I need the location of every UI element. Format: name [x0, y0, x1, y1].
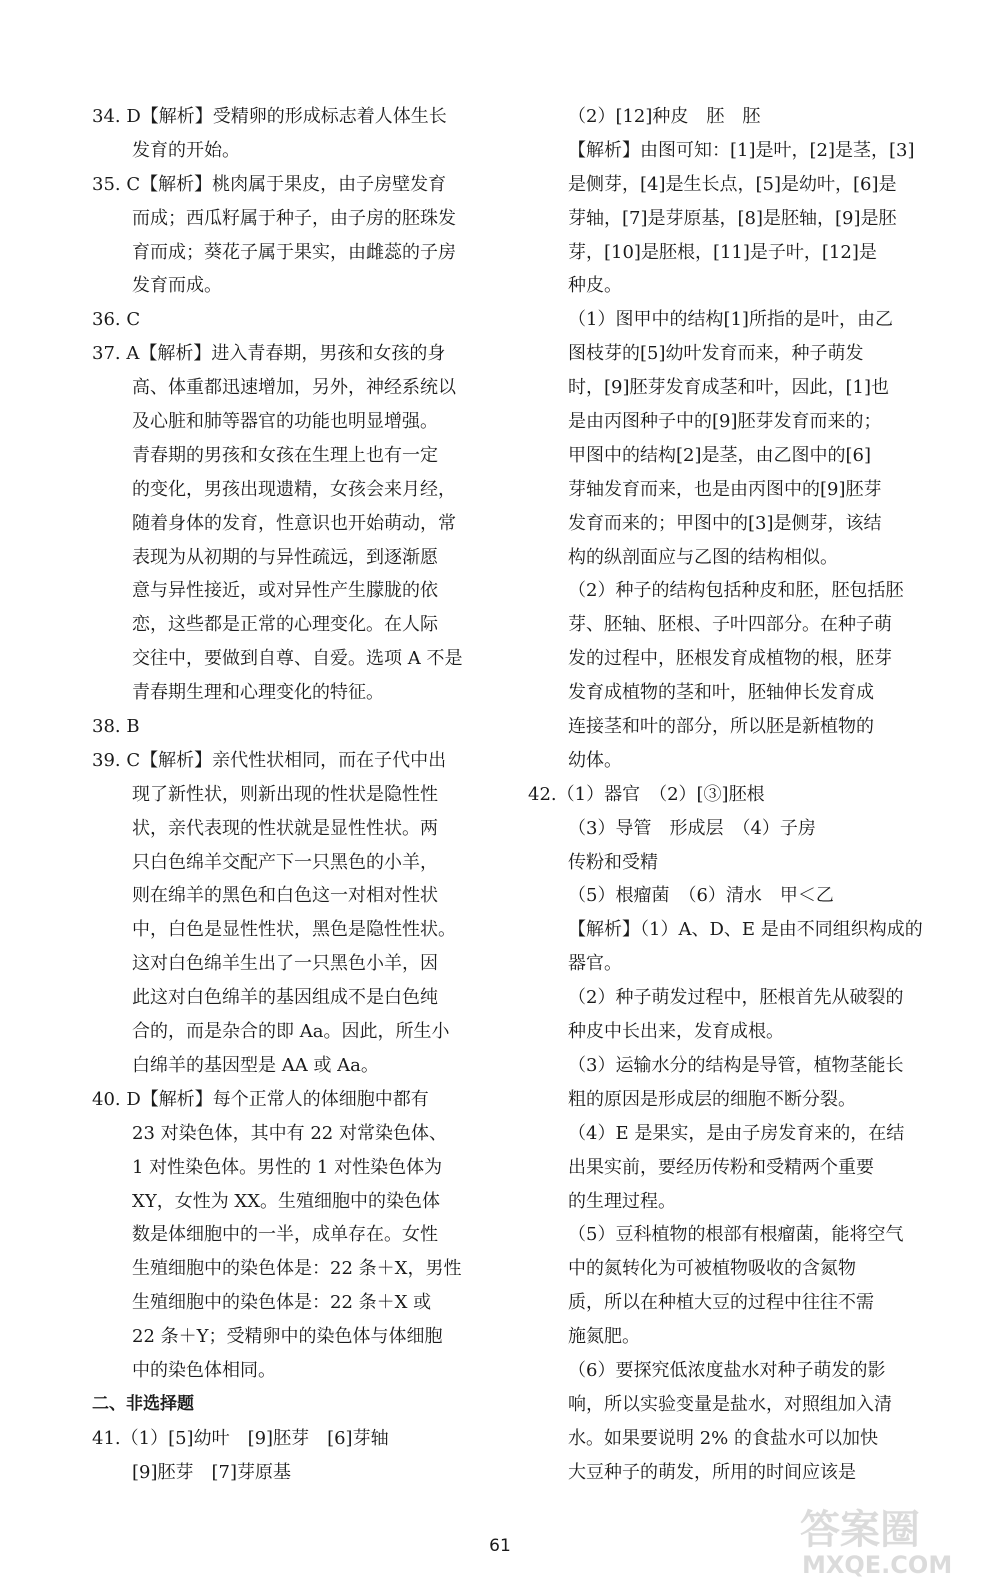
right-text-line: （2）种子萌发过程中，胚根首先从破裂的	[568, 987, 904, 1009]
right-text-line: 【解析】（1）A、D、E 是由不同组织构成的	[568, 919, 923, 941]
left-text-line: 中的染色体相同。	[132, 1359, 276, 1381]
left-text-line: 恋，这些都是正常的心理变化。在人际	[132, 614, 438, 636]
left-text-line: 青春期生理和心理变化的特征。	[132, 682, 384, 704]
left-text-line: 22 条＋Y；受精卵中的染色体与体细胞	[132, 1326, 443, 1348]
right-text-line: 芽，[10]是胚根，[11]是子叶，[12]是	[568, 241, 877, 263]
right-text-line: 出果实前，要经历传粉和受精两个重要	[568, 1156, 874, 1178]
right-text-line: 响，所以实验变量是盐水，对照组加入清	[568, 1393, 892, 1415]
right-text-line: 发的过程中，胚根发育成植物的根，胚芽	[568, 648, 892, 670]
right-text-line: （5）根瘤菌 （6）清水 甲＜乙	[568, 885, 834, 907]
right-text-line: 中的氮转化为可被植物吸收的含氮物	[568, 1258, 856, 1280]
left-text-line: 发育的开始。	[132, 139, 240, 161]
right-text-line: （6）要探究低浓度盐水对种子萌发的影	[568, 1359, 886, 1381]
right-text-line: 发育成植物的茎和叶，胚轴伸长发育成	[568, 682, 874, 704]
right-text-line: 芽、胚轴、胚根、子叶四部分。在种子萌	[568, 614, 892, 636]
left-text-line: 中，白色是显性性状，黑色是隐性性状。	[132, 919, 456, 941]
left-column	[92, 100, 492, 1490]
left-text-line: 40. D【解析】每个正常人的体细胞中都有	[92, 1088, 429, 1110]
right-text-line: 器官。	[568, 953, 622, 975]
right-text-line: 种皮中长出来，发育成根。	[568, 1021, 784, 1043]
left-text-line: 37. A【解析】进入青春期，男孩和女孩的身	[92, 343, 446, 365]
left-text-line: 青春期的男孩和女孩在生理上也有一定	[132, 444, 438, 466]
right-text-line: （3）运输水分的结构是导管，植物茎能长	[568, 1054, 904, 1076]
right-text-line: 质，所以在种植大豆的过程中往往不需	[568, 1292, 874, 1314]
left-text-line: 41.（1）[5]幼叶 [9]胚芽 [6]芽轴	[92, 1427, 389, 1449]
left-text-line: 只白色绵羊交配产下一只黑色的小羊，	[132, 851, 438, 873]
right-text-line: （2）种子的结构包括种皮和胚，胚包括胚	[568, 580, 904, 602]
right-text-line: 时，[9]胚芽发育成茎和叶，因此，[1]也	[568, 377, 889, 399]
left-text-line: 23 对染色体，其中有 22 对常染色体、	[132, 1122, 447, 1144]
left-text-line: 的变化，男孩出现遗精，女孩会来月经，	[132, 478, 456, 500]
right-text-line: 42.（1）器官 （2）[③]胚根	[528, 783, 765, 805]
left-text-line: 此这对白色绵羊的基因组成不是白色纯	[132, 987, 438, 1009]
right-text-line: 的生理过程。	[568, 1190, 676, 1212]
left-text-line: [9]胚芽 [7]芽原基	[132, 1461, 291, 1483]
right-text-line: 【解析】由图可知：[1]是叶，[2]是茎，[3]	[568, 139, 915, 161]
left-text-line: XY，女性为 XX。生殖细胞中的染色体	[132, 1190, 441, 1212]
right-text-line: 传粉和受精	[568, 851, 658, 873]
left-text-line: 生殖细胞中的染色体是：22 条＋X 或	[132, 1292, 432, 1314]
right-text-line: 芽轴，[7]是芽原基，[8]是胚轴，[9]是胚	[568, 207, 897, 229]
left-text-line: 38. B	[92, 716, 140, 738]
left-text-line: 高、体重都迅速增加，另外，神经系统以	[132, 377, 456, 399]
right-text-line: 甲图中的结构[2]是茎，由乙图中的[6]	[568, 444, 871, 466]
left-text-line: 随着身体的发育，性意识也开始萌动，常	[132, 512, 456, 534]
page-number: 61	[489, 1536, 511, 1556]
right-text-line: 构的纵剖面应与乙图的结构相似。	[568, 546, 838, 568]
left-text-line: 白绵羊的基因型是 AA 或 Aa。	[132, 1054, 379, 1076]
right-text-line: （1）图甲中的结构[1]所指的是叶，由乙	[568, 309, 893, 331]
left-text-line: 数是体细胞中的一半，成单存在。女性	[132, 1224, 438, 1246]
left-text-line: 生殖细胞中的染色体是：22 条＋X，男性	[132, 1258, 462, 1280]
right-column	[528, 100, 928, 1490]
right-text-line: 是由丙图种子中的[9]胚芽发育而来的；	[568, 411, 882, 433]
right-text-line: （5）豆科植物的根部有根瘤菌，能将空气	[568, 1224, 904, 1246]
left-text-line: 39. C【解析】亲代性状相同，而在子代中出	[92, 749, 447, 771]
right-text-line: 粗的原因是形成层的细胞不断分裂。	[568, 1088, 856, 1110]
left-text-line: 交往中，要做到自尊、自爱。选项 A 不是	[132, 648, 463, 670]
left-text-line: 及心脏和肺等器官的功能也明显增强。	[132, 411, 438, 433]
left-text-line: 而成；西瓜籽属于种子，由子房的胚珠发	[132, 207, 456, 229]
left-text-line: 35. C【解析】桃肉属于果皮，由子房壁发育	[92, 173, 447, 195]
left-text-line: 1 对性染色体。男性的 1 对性染色体为	[132, 1156, 443, 1178]
left-text-line: 状，亲代表现的性状就是显性性状。两	[132, 817, 438, 839]
watermark-text-top: 答案圈	[800, 1507, 920, 1553]
left-text-line: 则在绵羊的黑色和白色这一对相对性状	[132, 885, 438, 907]
left-text-line: 育而成；葵花子属于果实，由雌蕊的子房	[132, 241, 456, 263]
section-heading: 二、非选择题	[92, 1393, 194, 1414]
left-text-line: 合的，而是杂合的即 Aa。因此，所生小	[132, 1021, 450, 1043]
watermark-logo	[790, 1495, 975, 1580]
right-text-line: 施氮肥。	[568, 1326, 640, 1348]
right-text-line: 图枝芽的[5]幼叶发育而来，种子萌发	[568, 343, 864, 365]
right-text-line: 大豆种子的萌发，所用的时间应该是	[568, 1461, 856, 1483]
left-text-line: 34. D【解析】受精卵的形成标志着人体生长	[92, 106, 447, 127]
watermark-text-bottom: MXQE.COM	[802, 1551, 953, 1579]
right-text-line: 是侧芽，[4]是生长点，[5]是幼叶，[6]是	[568, 173, 897, 195]
right-text-line: 种皮。	[568, 275, 622, 297]
left-text-line: 意与异性接近，或对异性产生朦胧的依	[132, 580, 438, 602]
left-text-line: 发育而成。	[132, 275, 222, 297]
right-text-line: （4）E 是果实，是由子房发育来的，在结	[568, 1122, 905, 1144]
right-text-line: 幼体。	[568, 749, 622, 771]
left-text-line: 这对白色绵羊生出了一只黑色小羊，因	[132, 953, 438, 975]
right-text-line: 发育而来的；甲图中的[3]是侧芽，该结	[568, 512, 882, 534]
right-text-line: 水。如果要说明 2% 的食盐水可以加快	[568, 1427, 878, 1449]
right-text-line: 芽轴发育而来，也是由丙图中的[9]胚芽	[568, 478, 882, 500]
right-text-line: 连接茎和叶的部分，所以胚是新植物的	[568, 716, 874, 738]
right-text-line: （2）[12]种皮 胚 胚	[568, 106, 761, 127]
left-text-line: 表现为从初期的与异性疏远，到逐渐愿	[132, 546, 438, 568]
right-text-line: （3）导管 形成层 （4）子房	[568, 817, 816, 839]
left-text-line: 36. C	[92, 309, 141, 331]
left-text-line: 现了新性状，则新出现的性状是隐性性	[132, 783, 438, 805]
